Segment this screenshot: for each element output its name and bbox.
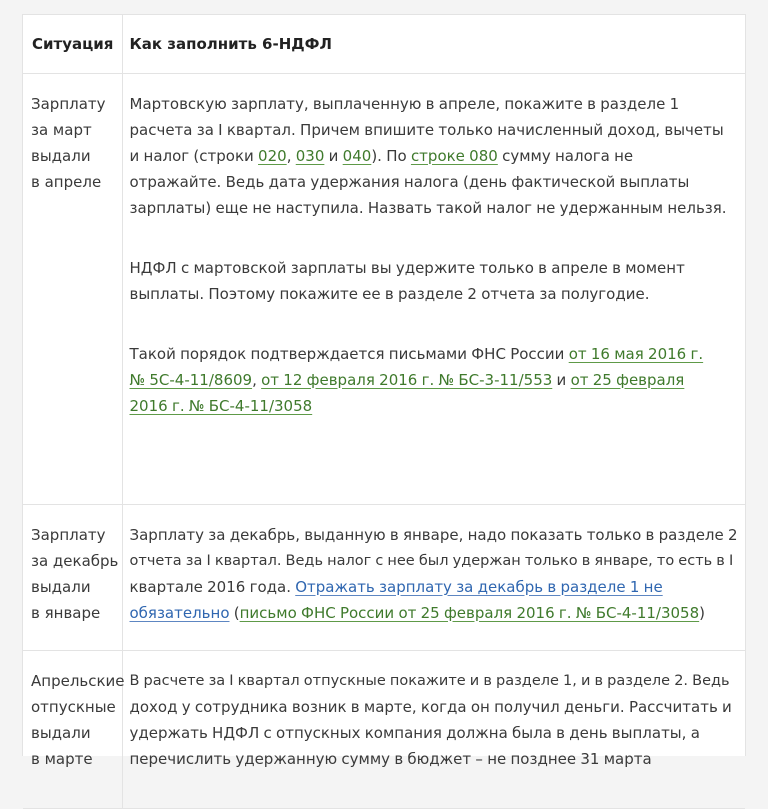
- text-fragment: квартале 2016 года.: [129, 577, 296, 596]
- situation-cell: [23, 650, 125, 808]
- situation-cell: [23, 73, 122, 504]
- situation-line: Зарплату: [31, 94, 106, 113]
- situation-line: за март: [31, 120, 92, 139]
- description-paragraph: [130, 341, 738, 419]
- text-fragment: ). По: [371, 146, 411, 165]
- description-cell: [122, 73, 745, 504]
- link-line-030[interactable]: 030: [295, 146, 325, 165]
- text-fragment: (: [229, 603, 240, 622]
- link-not-required[interactable]: обязательно: [129, 603, 230, 622]
- table-header-row: [23, 15, 745, 73]
- situation-cell: [23, 504, 122, 650]
- description-cell: [122, 650, 745, 808]
- text-line: [130, 367, 738, 393]
- link-not-required[interactable]: Отражать зарплату за декабрь в разделе 1 не: [295, 577, 663, 596]
- text-fragment: ,: [286, 146, 296, 165]
- link-line-020[interactable]: 020: [258, 146, 287, 165]
- situation-line: выдали: [31, 723, 91, 742]
- letter-link-bs-4-11-3058[interactable]: письмо ФНС России от 25 февраля 2016 г. № БС-4-11/3058: [239, 603, 700, 622]
- situation-line: в марте: [31, 749, 93, 768]
- situation-line: выдали: [31, 577, 91, 596]
- text-line: [130, 600, 738, 626]
- text-fragment: и: [324, 146, 343, 165]
- column-header-how-to-fill: Как заполнить 6-НДФЛ: [122, 15, 745, 73]
- situation-line: в январе: [31, 603, 101, 622]
- text-line: [130, 574, 738, 600]
- ndfl-situations-table: [23, 15, 745, 809]
- letter-link-bs-4-11-3058[interactable]: от 25 февраля: [570, 370, 685, 389]
- link-line-080[interactable]: строке 080: [410, 146, 498, 165]
- text-line: [130, 393, 738, 419]
- description-paragraph: [130, 91, 738, 221]
- situation-line: Зарплату: [31, 525, 106, 544]
- text-line: Мартовскую зарплату, выплаченную в апреле, покажите в разделе 1: [129, 94, 680, 113]
- text-line: В расчете за I квартал отпускные покажите и в разделе 1, и в разделе 2. Ведь: [129, 672, 730, 689]
- text-line: зарплаты) еще не наступила. Назвать такой налог не удержанным нельзя.: [129, 198, 727, 217]
- situation-line: в апреле: [31, 172, 102, 191]
- text-fragment: ,: [252, 370, 262, 389]
- ndfl-table-card: [22, 14, 746, 768]
- text-fragment: ): [699, 603, 706, 622]
- text-line: отражайте. Ведь дата удержания налога (день фактической выплаты: [129, 172, 690, 191]
- situation-line: выдали: [31, 146, 91, 165]
- situation-line: Апрельские: [31, 671, 125, 690]
- text-fragment: и налог (строки: [129, 146, 259, 165]
- text-line: расчета за I квартал. Причем впишите только начисленный доход, вычеты: [129, 120, 724, 139]
- link-line-040[interactable]: 040: [342, 146, 372, 165]
- description-paragraph: [130, 255, 738, 307]
- situation-line: за декабрь: [31, 551, 119, 570]
- column-header-situation: Ситуация: [23, 15, 122, 73]
- letter-link-5c-4-11-8609[interactable]: от 16 мая 2016 г.: [568, 344, 704, 363]
- table-row: [23, 504, 745, 650]
- text-line: Зарплату за декабрь, выданную в январе, надо показать только в разделе 2: [129, 525, 738, 544]
- text-line: доход у сотрудника возник в марте, когда он получил деньги. Рассчитать и: [129, 697, 732, 716]
- table-row: [23, 650, 745, 808]
- letter-link-5c-4-11-8609[interactable]: № 5С-4-11/8609: [129, 370, 253, 389]
- text-line: выплаты. Поэтому покажите ее в разделе 2 отчета за полугодие.: [129, 284, 650, 303]
- description-cell: [122, 504, 745, 650]
- situation-line: отпускные: [31, 697, 116, 716]
- text-fragment: сумму налога не: [497, 146, 634, 165]
- table-row: [23, 73, 745, 504]
- letter-link-bs-4-11-3058[interactable]: 2016 г. № БС-4-11/3058: [129, 396, 313, 415]
- text-line: удержать НДФЛ с отпускных компания должна была в день выплаты, а: [129, 723, 700, 742]
- text-line: отчета за I квартал. Ведь налог с нее был удержан только в январе, то есть в I: [129, 552, 734, 569]
- text-line: [130, 143, 738, 169]
- text-line: [130, 341, 738, 367]
- text-line: НДФЛ с мартовской зарплаты вы удержите только в апреле в момент: [129, 258, 685, 277]
- text-fragment: и: [552, 370, 571, 389]
- text-fragment: Такой порядок подтверждается письмами ФНС России: [129, 344, 569, 363]
- text-line: перечислить удержанную сумму в бюджет – не позднее 31 марта: [129, 749, 652, 768]
- letter-link-bs-3-11-553[interactable]: от 12 февраля 2016 г. № БС-3-11/553: [261, 370, 553, 389]
